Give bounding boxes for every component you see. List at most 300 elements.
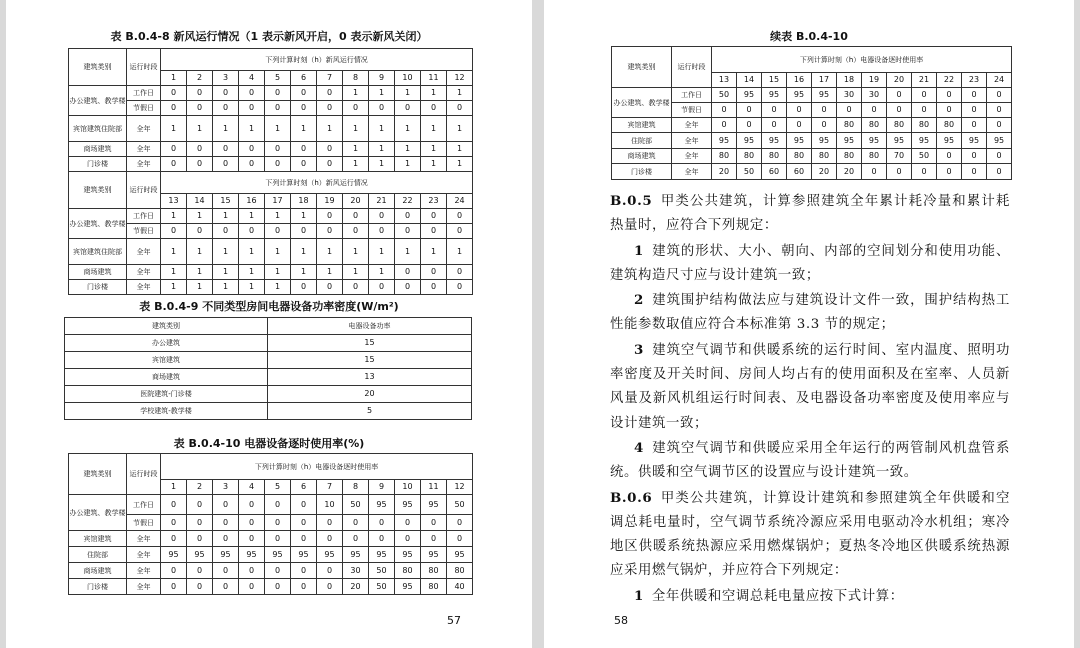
- value-cell: 80: [862, 118, 887, 133]
- table-b049-title: 表 B.0.4-9 不同类型房间电器设备功率密度(W/m²): [139, 300, 399, 313]
- value-cell: 0: [812, 103, 837, 118]
- value-cell: 0: [239, 515, 265, 531]
- value-cell: 1: [343, 86, 369, 101]
- value-cell: 1: [187, 265, 213, 280]
- value-cell: 80: [812, 149, 837, 164]
- value-cell: 80: [762, 149, 787, 164]
- value-cell: 95: [887, 133, 912, 149]
- col-header-period: 运行时段: [127, 49, 161, 86]
- hour-cell: 6: [291, 480, 317, 495]
- value-cell: 0: [187, 531, 213, 547]
- value-cell: 95: [837, 133, 862, 149]
- value-cell: 0: [712, 118, 737, 133]
- hour-cell: 12: [447, 480, 473, 495]
- value-cell: 60: [787, 164, 812, 180]
- value-cell: 0: [213, 579, 239, 595]
- value-cell: 0: [395, 280, 421, 295]
- hour-cell: 13: [161, 194, 187, 209]
- value-cell: 0: [962, 118, 987, 133]
- value-cell: 0: [213, 495, 239, 515]
- item-text: 建筑围护结构做法应与建筑设计文件一致，围护结构热工性能参数取值应符合本标准第 3.3 节的规定；: [610, 293, 1010, 333]
- value-cell: 0: [812, 118, 837, 133]
- value-cell: 1: [265, 116, 291, 142]
- value-cell: 80: [862, 149, 887, 164]
- value-cell: 80: [887, 118, 912, 133]
- value-cell: 0: [912, 88, 937, 103]
- item-number: 1: [634, 587, 644, 604]
- building-cell: 商场建筑: [69, 142, 127, 157]
- value-cell: 50: [912, 149, 937, 164]
- value-cell: 95: [737, 133, 762, 149]
- value-cell: 0: [937, 88, 962, 103]
- value-cell: 95: [762, 133, 787, 149]
- hour-cell: 3: [213, 71, 239, 86]
- table-row: [65, 335, 472, 352]
- value-cell: 1: [213, 265, 239, 280]
- value-cell: 0: [317, 515, 343, 531]
- value-cell: 0: [317, 280, 343, 295]
- value-cell: 0: [265, 563, 291, 579]
- value-cell: 0: [213, 101, 239, 116]
- value-cell: 1: [161, 265, 187, 280]
- header-row: [69, 49, 473, 71]
- value-cell: 0: [737, 118, 762, 133]
- value-cell: 0: [837, 103, 862, 118]
- value-cell: 95: [187, 547, 213, 563]
- clause-b06-text: 甲类公共建筑，计算设计建筑和参照建筑全年供暖和空调总耗电量时，空气调节系统冷源应采用电驱动冷水机组；寒冷地区供暖系统热源应采用燃煤锅炉；夏热冬冷地区供暖系统热源应采用燃气锅炉，并应符合下列规定：: [610, 490, 1010, 579]
- value-cell: 1: [291, 239, 317, 265]
- value-cell: 13: [268, 369, 472, 386]
- value-cell: 0: [291, 86, 317, 101]
- value-cell: 1: [239, 209, 265, 224]
- period-cell: 全年: [672, 164, 712, 180]
- hour-cell: 11: [421, 480, 447, 495]
- value-cell: 0: [265, 86, 291, 101]
- value-cell: 0: [187, 86, 213, 101]
- period-cell: 全年: [672, 118, 712, 133]
- table-row: [69, 547, 473, 563]
- table-row: [69, 563, 473, 579]
- period-cell: 全年: [672, 133, 712, 149]
- value-cell: 0: [369, 531, 395, 547]
- period-cell: 工作日: [127, 495, 161, 515]
- value-cell: 0: [343, 224, 369, 239]
- value-cell: 80: [912, 118, 937, 133]
- value-cell: 95: [421, 495, 447, 515]
- period-cell: 全年: [127, 579, 161, 595]
- value-cell: 0: [187, 224, 213, 239]
- hour-cell: 15: [213, 194, 239, 209]
- value-cell: 80: [421, 563, 447, 579]
- hour-cell: 9: [369, 71, 395, 86]
- table-row: [69, 157, 473, 172]
- value-cell: 0: [395, 515, 421, 531]
- col-header-span: 下列计算时刻（h）新风运行情况: [161, 172, 473, 194]
- value-cell: 1: [161, 239, 187, 265]
- clause-b06-items: [610, 584, 1010, 609]
- value-cell: 0: [187, 579, 213, 595]
- table-row: [69, 495, 473, 515]
- value-cell: 0: [317, 86, 343, 101]
- value-cell: 95: [962, 133, 987, 149]
- hour-cell: 6: [291, 71, 317, 86]
- table-row: [69, 86, 473, 101]
- hour-cell: 22: [395, 194, 421, 209]
- hour-cell: 1: [161, 480, 187, 495]
- value-cell: 0: [265, 224, 291, 239]
- hour-cell: 10: [395, 480, 421, 495]
- value-cell: 0: [887, 164, 912, 180]
- building-cell: 宾馆建筑: [65, 352, 268, 369]
- value-cell: 40: [447, 579, 473, 595]
- value-cell: 0: [887, 103, 912, 118]
- value-cell: 1: [395, 142, 421, 157]
- table-b0410-title: 表 B.0.4-10 电器设备逐时使用率(%): [173, 437, 365, 450]
- value-cell: 1: [213, 280, 239, 295]
- value-cell: 0: [421, 224, 447, 239]
- clause-b06-item-1: [610, 584, 1010, 609]
- value-cell: 0: [447, 265, 473, 280]
- value-cell: 1: [447, 142, 473, 157]
- value-cell: 0: [187, 157, 213, 172]
- table-row: [69, 224, 473, 239]
- item-number: 1: [634, 242, 644, 259]
- value-cell: 0: [213, 531, 239, 547]
- value-cell: 95: [317, 547, 343, 563]
- value-cell: 0: [421, 101, 447, 116]
- value-cell: 0: [937, 103, 962, 118]
- value-cell: 0: [161, 563, 187, 579]
- left-page: [6, 0, 532, 648]
- table-b048-title: 表 B.0.4-8 新风运行情况（1 表示新风开启，0 表示新风关闭）: [110, 30, 428, 43]
- building-cell: 办公建筑、教学楼: [612, 88, 672, 118]
- value-cell: 0: [187, 515, 213, 531]
- value-cell: 20: [712, 164, 737, 180]
- value-cell: 0: [239, 495, 265, 515]
- value-cell: 0: [369, 280, 395, 295]
- building-cell: 办公建筑: [65, 335, 268, 352]
- value-cell: 0: [265, 101, 291, 116]
- header-row: [69, 172, 473, 194]
- table-b048: [68, 48, 473, 295]
- hour-cell: 12: [447, 71, 473, 86]
- col-header-building: 建筑类别: [69, 454, 127, 495]
- building-cell: 学校建筑-教学楼: [65, 403, 268, 420]
- value-cell: 1: [161, 280, 187, 295]
- building-cell: 宾馆建筑住院部: [69, 116, 127, 142]
- value-cell: 95: [787, 133, 812, 149]
- value-cell: 0: [239, 579, 265, 595]
- value-cell: 95: [862, 133, 887, 149]
- building-cell: 住院部: [612, 133, 672, 149]
- value-cell: 20: [343, 579, 369, 595]
- table-b0410-cont-title: 续表 B.0.4-10: [770, 30, 848, 43]
- value-cell: 0: [887, 88, 912, 103]
- hour-cell: 5: [265, 480, 291, 495]
- hour-cell: 2: [187, 71, 213, 86]
- period-cell: 全年: [672, 149, 712, 164]
- value-cell: 0: [343, 209, 369, 224]
- hour-cell: 17: [812, 73, 837, 88]
- period-cell: 节假日: [127, 224, 161, 239]
- value-cell: 80: [421, 579, 447, 595]
- value-cell: 0: [395, 265, 421, 280]
- hour-cell: 19: [862, 73, 887, 88]
- value-cell: 0: [291, 280, 317, 295]
- value-cell: 0: [187, 142, 213, 157]
- building-cell: 门诊楼: [612, 164, 672, 180]
- value-cell: 0: [987, 149, 1012, 164]
- value-cell: 95: [291, 547, 317, 563]
- value-cell: 0: [762, 118, 787, 133]
- value-cell: 95: [712, 133, 737, 149]
- building-cell: 门诊楼: [69, 280, 127, 295]
- value-cell: 1: [369, 239, 395, 265]
- col-header-period: 运行时段: [672, 47, 712, 88]
- value-cell: 95: [395, 579, 421, 595]
- hour-cell: 2: [187, 480, 213, 495]
- value-cell: 0: [447, 101, 473, 116]
- table-row: [69, 579, 473, 595]
- value-cell: 0: [161, 86, 187, 101]
- value-cell: 50: [369, 563, 395, 579]
- hour-cell: 7: [317, 480, 343, 495]
- value-cell: 1: [213, 239, 239, 265]
- value-cell: 95: [937, 133, 962, 149]
- building-cell: 商场建筑: [69, 265, 127, 280]
- hour-cell: 20: [343, 194, 369, 209]
- value-cell: 0: [317, 142, 343, 157]
- value-cell: 0: [239, 86, 265, 101]
- value-cell: 0: [343, 280, 369, 295]
- value-cell: 0: [239, 142, 265, 157]
- value-cell: 1: [395, 157, 421, 172]
- value-cell: 0: [421, 531, 447, 547]
- value-cell: 0: [369, 101, 395, 116]
- value-cell: 0: [369, 515, 395, 531]
- value-cell: 0: [862, 103, 887, 118]
- value-cell: 1: [447, 239, 473, 265]
- value-cell: 1: [343, 157, 369, 172]
- value-cell: 0: [369, 224, 395, 239]
- period-cell: 工作日: [127, 86, 161, 101]
- hour-cell: 10: [395, 71, 421, 86]
- value-cell: 80: [787, 149, 812, 164]
- value-cell: 0: [987, 103, 1012, 118]
- value-cell: 0: [787, 118, 812, 133]
- value-cell: 0: [161, 515, 187, 531]
- value-cell: 0: [161, 531, 187, 547]
- value-cell: 0: [737, 103, 762, 118]
- value-cell: 95: [737, 88, 762, 103]
- value-cell: 0: [937, 149, 962, 164]
- value-cell: 0: [369, 209, 395, 224]
- value-cell: 0: [213, 515, 239, 531]
- hour-cell: 20: [887, 73, 912, 88]
- building-cell: 办公建筑、教学楼: [69, 86, 127, 116]
- value-cell: 95: [369, 495, 395, 515]
- building-cell: 宾馆建筑: [612, 118, 672, 133]
- value-cell: 70: [887, 149, 912, 164]
- value-cell: 1: [343, 239, 369, 265]
- table-row: [69, 531, 473, 547]
- value-cell: 0: [239, 157, 265, 172]
- value-cell: 0: [161, 157, 187, 172]
- value-cell: 0: [291, 579, 317, 595]
- value-cell: 0: [213, 86, 239, 101]
- value-cell: 0: [787, 103, 812, 118]
- hour-cell: 16: [787, 73, 812, 88]
- table-b049: [64, 317, 472, 420]
- table-b0410-continued: [611, 46, 1012, 180]
- building-cell: 住院部: [69, 547, 127, 563]
- value-cell: 80: [937, 118, 962, 133]
- value-cell: 0: [987, 164, 1012, 180]
- value-cell: 1: [395, 239, 421, 265]
- value-cell: 0: [317, 531, 343, 547]
- header-row: [69, 454, 473, 480]
- value-cell: 0: [265, 579, 291, 595]
- value-cell: 1: [421, 239, 447, 265]
- hour-cell: 8: [343, 71, 369, 86]
- value-cell: 0: [213, 224, 239, 239]
- value-cell: 0: [987, 88, 1012, 103]
- table-row: [69, 142, 473, 157]
- value-cell: 0: [265, 157, 291, 172]
- clause-b05-item-1: [610, 239, 1010, 289]
- building-cell: 商场建筑: [69, 563, 127, 579]
- value-cell: 95: [369, 547, 395, 563]
- value-cell: 95: [447, 547, 473, 563]
- value-cell: 60: [762, 164, 787, 180]
- value-cell: 1: [421, 142, 447, 157]
- value-cell: 1: [421, 157, 447, 172]
- value-cell: 0: [395, 531, 421, 547]
- value-cell: 1: [317, 239, 343, 265]
- value-cell: 1: [213, 209, 239, 224]
- clause-b05-item-4: [610, 436, 1010, 486]
- hour-cell: 16: [239, 194, 265, 209]
- value-cell: 0: [395, 101, 421, 116]
- value-cell: 1: [369, 116, 395, 142]
- value-cell: 50: [369, 579, 395, 595]
- clause-b05-item-3: [610, 338, 1010, 436]
- value-cell: 20: [837, 164, 862, 180]
- hour-cell: 24: [987, 73, 1012, 88]
- value-cell: 0: [912, 164, 937, 180]
- value-cell: 1: [265, 209, 291, 224]
- building-cell: 门诊楼: [69, 579, 127, 595]
- period-cell: 全年: [127, 563, 161, 579]
- hour-cell: 4: [239, 480, 265, 495]
- value-cell: 0: [239, 531, 265, 547]
- value-cell: 1: [187, 280, 213, 295]
- value-cell: 1: [265, 239, 291, 265]
- value-cell: 95: [421, 547, 447, 563]
- value-cell: 30: [343, 563, 369, 579]
- value-cell: 1: [447, 86, 473, 101]
- value-cell: 50: [712, 88, 737, 103]
- building-cell: 办公建筑、教学楼: [69, 495, 127, 531]
- col-header-building: 建筑类别: [69, 49, 127, 86]
- period-cell: 工作日: [127, 209, 161, 224]
- value-cell: 0: [421, 280, 447, 295]
- period-cell: 节假日: [127, 515, 161, 531]
- value-cell: 1: [213, 116, 239, 142]
- header-row: [612, 47, 1012, 73]
- clause-b06-label: B.0.6: [610, 489, 653, 506]
- value-cell: 0: [213, 157, 239, 172]
- value-cell: 0: [421, 209, 447, 224]
- period-cell: 全年: [127, 116, 161, 142]
- value-cell: 0: [937, 164, 962, 180]
- value-cell: 0: [447, 209, 473, 224]
- item-text: 建筑空气调节和供暖应采用全年运行的两管制风机盘管系统。供暖和空气调节区的设置应与设计建筑一致。: [610, 440, 1010, 481]
- item-text: 全年供暖和空调总耗电量应按下式计算：: [651, 588, 904, 604]
- period-cell: 工作日: [672, 88, 712, 103]
- value-cell: 95: [987, 133, 1012, 149]
- table-b0410: [68, 453, 473, 595]
- value-cell: 80: [737, 149, 762, 164]
- value-cell: 1: [317, 116, 343, 142]
- value-cell: 1: [161, 209, 187, 224]
- hour-cell: 14: [737, 73, 762, 88]
- hour-cell: 19: [317, 194, 343, 209]
- value-cell: 95: [239, 547, 265, 563]
- value-cell: 0: [421, 265, 447, 280]
- value-cell: 0: [317, 224, 343, 239]
- value-cell: 80: [837, 149, 862, 164]
- value-cell: 1: [395, 116, 421, 142]
- value-cell: 0: [239, 563, 265, 579]
- value-cell: 0: [291, 495, 317, 515]
- value-cell: 15: [268, 352, 472, 369]
- building-cell: 宾馆建筑住院部: [69, 239, 127, 265]
- hour-cell: 24: [447, 194, 473, 209]
- value-cell: 0: [343, 515, 369, 531]
- table-row: [65, 403, 472, 420]
- period-cell: 全年: [127, 280, 161, 295]
- value-cell: 80: [712, 149, 737, 164]
- value-cell: 5: [268, 403, 472, 420]
- value-cell: 0: [317, 157, 343, 172]
- value-cell: 95: [812, 133, 837, 149]
- building-cell: 门诊楼: [69, 157, 127, 172]
- value-cell: 0: [291, 515, 317, 531]
- col-header-span: 下列计算时刻（h）电器设备逐时使用率: [161, 454, 473, 480]
- value-cell: 0: [291, 563, 317, 579]
- value-cell: 0: [265, 142, 291, 157]
- value-cell: 0: [343, 531, 369, 547]
- value-cell: 0: [962, 149, 987, 164]
- value-cell: 0: [239, 101, 265, 116]
- value-cell: 1: [187, 209, 213, 224]
- clause-b05-label: B.0.5: [610, 193, 653, 209]
- value-cell: 95: [762, 88, 787, 103]
- value-cell: 95: [787, 88, 812, 103]
- hour-cell: 18: [291, 194, 317, 209]
- value-cell: 95: [343, 547, 369, 563]
- building-cell: 商场建筑: [65, 369, 268, 386]
- value-cell: 1: [291, 265, 317, 280]
- item-number: 4: [634, 439, 644, 456]
- value-cell: 0: [912, 103, 937, 118]
- value-cell: 0: [317, 563, 343, 579]
- hour-cell: 18: [837, 73, 862, 88]
- hour-cell: 17: [265, 194, 291, 209]
- value-cell: 1: [343, 265, 369, 280]
- value-cell: 1: [265, 280, 291, 295]
